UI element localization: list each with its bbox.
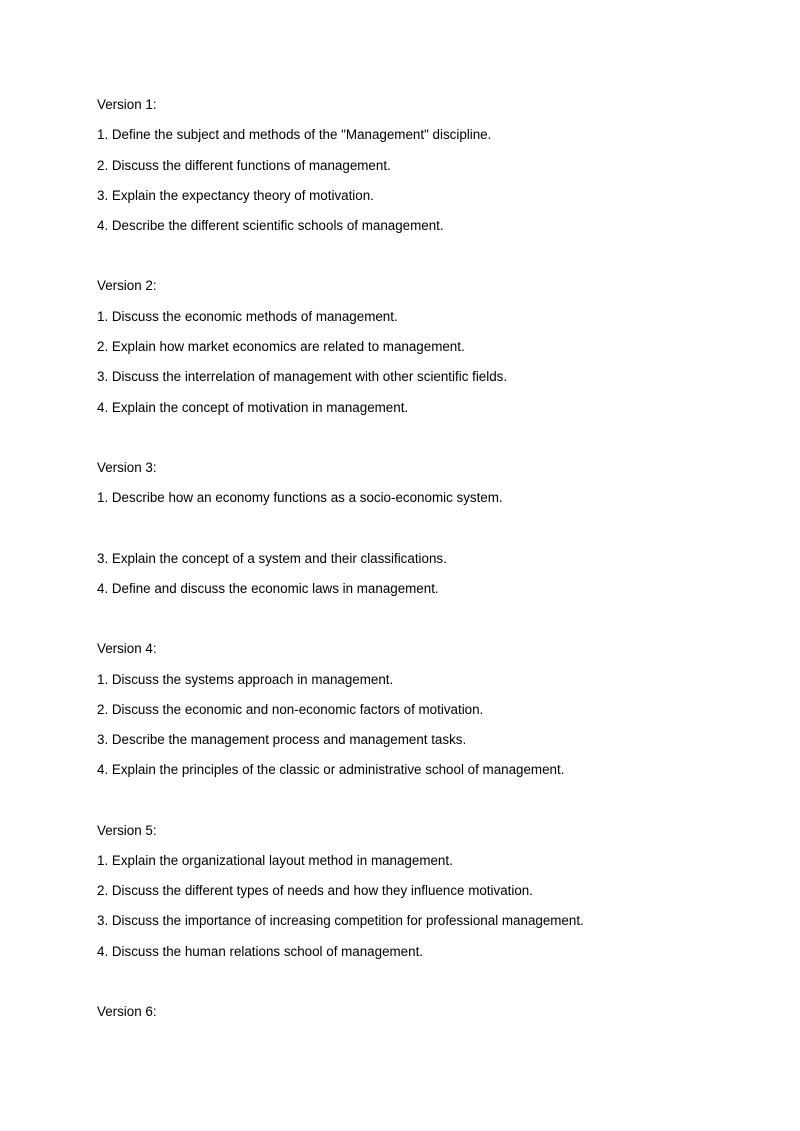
version-1-question-2: 2. Discuss the different functions of management. (97, 158, 391, 173)
version-5-question-2: 2. Discuss the different types of needs and how they influence motivation. (97, 883, 533, 898)
version-1-question-1: 1. Define the subject and methods of the "Management" discipline. (97, 127, 492, 142)
version-3-question-4: 4. Define and discuss the economic laws in management. (97, 581, 439, 596)
version-1-question-4: 4. Describe the different scientific schools of management. (97, 218, 444, 233)
version-5-question-3: 3. Discuss the importance of increasing competition for professional management. (97, 913, 584, 928)
version-5-question-1: 1. Explain the organizational layout method in management. (97, 853, 453, 868)
version-5-heading: Version 5: (97, 823, 157, 838)
version-3-heading: Version 3: (97, 460, 157, 475)
version-4-question-4: 4. Explain the principles of the classic or administrative school of management. (97, 762, 565, 777)
version-3-question-3: 3. Explain the concept of a system and their classifications. (97, 551, 447, 566)
version-5-question-4: 4. Discuss the human relations school of management. (97, 944, 424, 959)
version-4-heading: Version 4: (97, 641, 157, 656)
version-2-heading: Version 2: (97, 278, 157, 293)
version-2-question-3: 3. Discuss the interrelation of management with other scientific fields. (97, 369, 508, 384)
version-2-question-4: 4. Explain the concept of motivation in management. (97, 400, 409, 415)
version-1-question-3: 3. Explain the expectancy theory of motivation. (97, 188, 374, 203)
version-4-question-3: 3. Describe the management process and management tasks. (97, 732, 467, 747)
version-3-question-1: 1. Describe how an economy functions as a socio-economic system. (97, 490, 503, 505)
version-6-heading: Version 6: (97, 1004, 157, 1019)
version-4-question-2: 2. Discuss the economic and non-economic factors of motivation. (97, 702, 484, 717)
version-2-question-1: 1. Discuss the economic methods of management. (97, 309, 398, 324)
version-2-question-2: 2. Explain how market economics are related to management. (97, 339, 465, 354)
version-4-question-1: 1. Discuss the systems approach in management. (97, 672, 394, 687)
version-1-heading: Version 1: (97, 97, 157, 112)
